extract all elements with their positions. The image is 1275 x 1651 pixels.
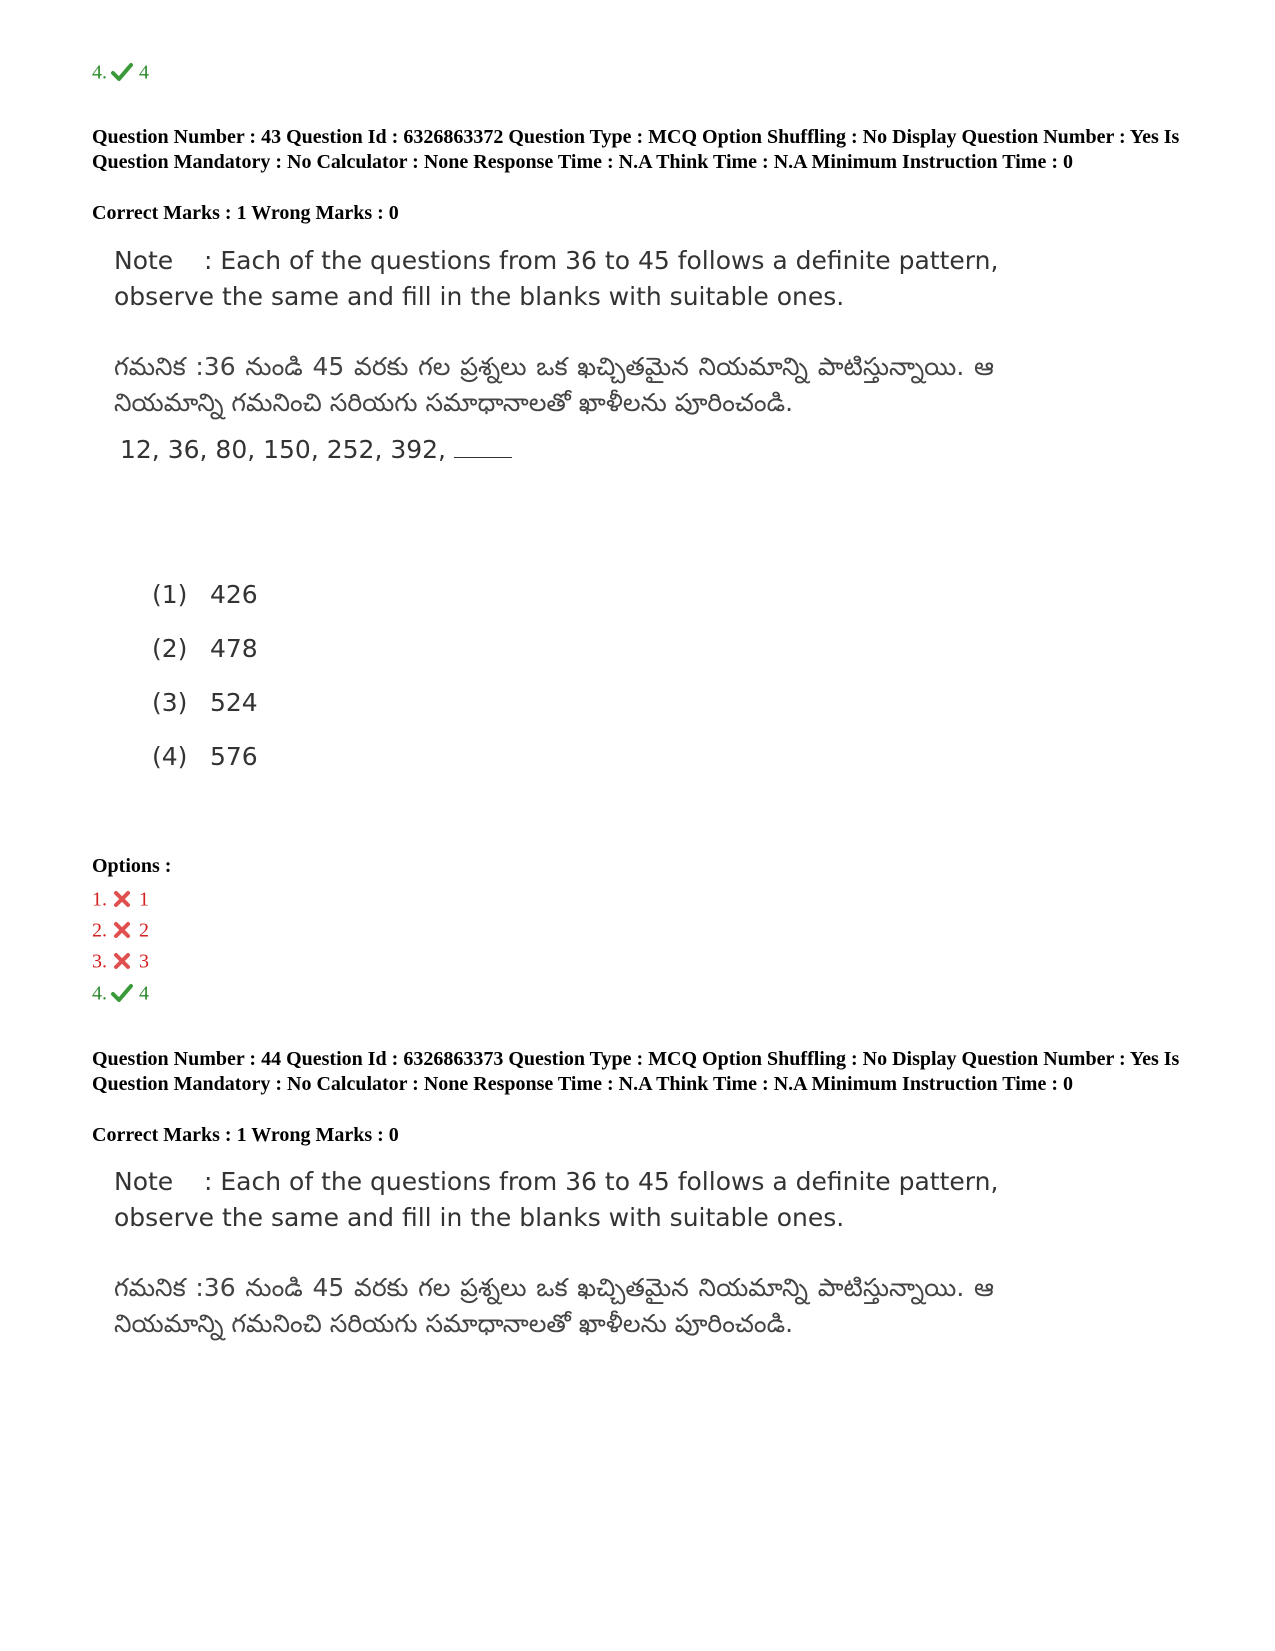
question-marks-43: Correct Marks : 1 Wrong Marks : 0 [92,202,399,224]
option-4 [92,981,149,1004]
cross-icon [111,950,133,972]
options-title: Options : [92,855,172,877]
note-text: : Each of the questions from 36 to 45 follows a definite pattern, observe the same and fill in the blanks with suitable ones. [114,1167,999,1232]
option-value: 1 [139,888,149,911]
choice-value: 524 [210,688,258,717]
series-text: 12, 36, 80, 150, 252, 392, [120,435,447,464]
choice-2 [152,634,258,688]
option-3 [92,949,149,972]
cross-icon [111,919,133,941]
choice-number: (3) [152,688,188,717]
note-label: Note [114,1167,174,1196]
choice-value: 576 [210,742,258,771]
check-icon [111,982,133,1004]
check-icon [111,61,133,83]
choice-4 [152,742,258,796]
note-text: : Each of the questions from 36 to 45 follows a definite pattern, observe the same and fill in the blanks with suitable ones. [114,246,999,311]
choice-value: 478 [210,634,258,663]
note-english [114,243,1014,315]
question-body-43 [114,243,1014,464]
option-2 [92,918,149,941]
option-value: 2 [139,919,149,942]
choice-3 [152,688,258,742]
option-value: 4 [139,982,149,1005]
question-body-44 [114,1164,1014,1342]
cross-icon [111,888,133,910]
option-number: 1. [92,888,107,911]
option-number: 3. [92,950,107,973]
answer-blank [454,437,512,458]
option-value: 4 [139,61,149,84]
note-label: Note [114,246,174,275]
note-telugu: గమనిక :36 నుండి 45 వరకు గల ప్రశ్నలు ఒక ఖచ్చితమైన నియమాన్ని పాటిస్తున్నాయి. ఆ నియమాన్ని గమనించి సరియగు సమాధానాలతో ఖాళీలను పూరించండి. [114,1273,994,1338]
choice-value: 426 [210,580,258,609]
option-number: 4. [92,982,107,1005]
note-english [114,1164,1014,1236]
number-series [120,435,1014,464]
question-marks-44: Correct Marks : 1 Wrong Marks : 0 [92,1124,399,1146]
note-telugu: గమనిక :36 నుండి 45 వరకు గల ప్రశ్నలు ఒక ఖచ్చితమైన నియమాన్ని పాటిస్తున్నాయి. ఆ నియమాన్ని గమనించి సరియగు సమాధానాలతో ఖాళీలను పూరించండి. [114,352,994,417]
choice-1 [152,580,258,634]
choice-number: (2) [152,634,188,663]
choice-number: (4) [152,742,188,771]
prev-option-4 [92,60,149,83]
question-meta-44: Question Number : 44 Question Id : 6326863373 Question Type : MCQ Option Shuffling : No Display Question Number : Yes Is Question Mandatory : No Calculator : None Response Time : N.A Think Time : N.A Minimum Instruction Time : 0 [92,1048,1180,1095]
option-number: 4. [92,61,107,84]
choice-number: (1) [152,580,188,609]
answer-choices-43 [152,580,258,796]
question-meta-43: Question Number : 43 Question Id : 6326863372 Question Type : MCQ Option Shuffling : No Display Question Number : Yes Is Question Mandatory : No Calculator : None Response Time : N.A Think Time : N.A Minimum Instruction Time : 0 [92,126,1180,173]
option-number: 2. [92,919,107,942]
option-1 [92,887,149,910]
option-value: 3 [139,950,149,973]
